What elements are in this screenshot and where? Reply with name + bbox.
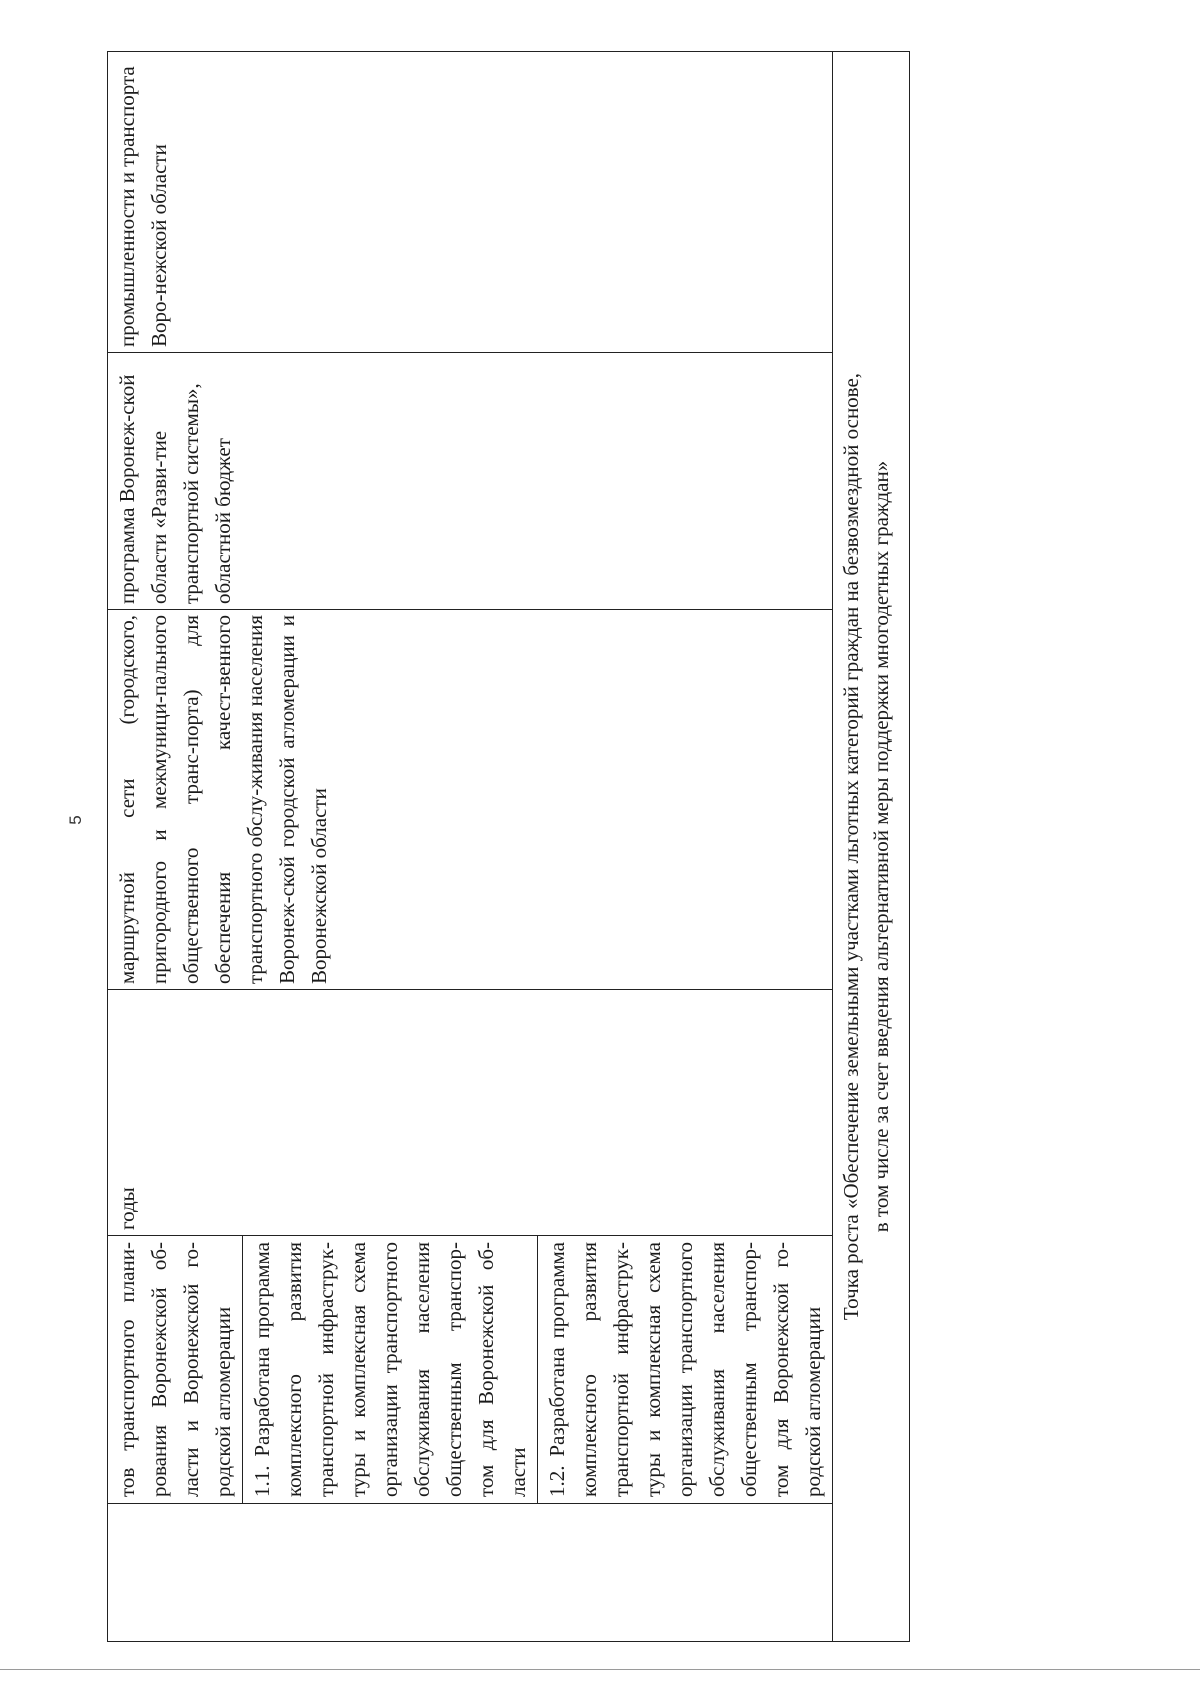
result-1-2: 1.2. Разработана программа комплексного развития транспортной инфраструк-туры и комплексная схема организации транспортного обслуживания населения общественным транспор-том для Воронежской го-родской агломерации — [537, 1236, 832, 1503]
growth-point-line-1: Точка роста «Обеспечение земельными участками льготных категорий граждан на безвозмездной основе, — [839, 372, 863, 1321]
scan-edge-line — [0, 1669, 1200, 1670]
page-number: 5 — [66, 815, 85, 825]
growth-point-cell — [833, 52, 910, 1642]
result-intro: тов транспортного плани-рования Воронежской об-ласти и Воронежской го-родской агломерации — [115, 1242, 235, 1497]
growth-point-row — [833, 52, 910, 1642]
results-cell — [108, 1236, 833, 1504]
table-row — [108, 52, 833, 1642]
plan-table — [107, 51, 910, 1642]
rotated-page — [107, 52, 901, 1642]
funding-cell: программа Воронеж-ской области «Разви-тие транспортной системы», областной бюджет — [108, 353, 833, 610]
empty-cell — [108, 1504, 833, 1642]
period-cell: годы — [108, 990, 833, 1236]
growth-point-line-2: в том числе за счет введения альтернативной меры поддержки многодетных граждан» — [869, 460, 893, 1233]
responsible-cell: промышленности и транспорта Воро-нежской области — [108, 52, 833, 353]
description-cell: маршрутной сети (городского, пригородного и межмуници-пального общественного транс-порта) для обеспечения качест-венного транспортного обслу-живания населения Воронеж-ской городской агломерации и Воронежской области — [108, 610, 833, 990]
result-1-1: 1.1. Разработана программа комплексного развития транспортной инфраструк-туры и комплексная схема организации транспортного обслуживания населения общественным транспор-том для Воронежской об-ласти — [242, 1236, 537, 1503]
